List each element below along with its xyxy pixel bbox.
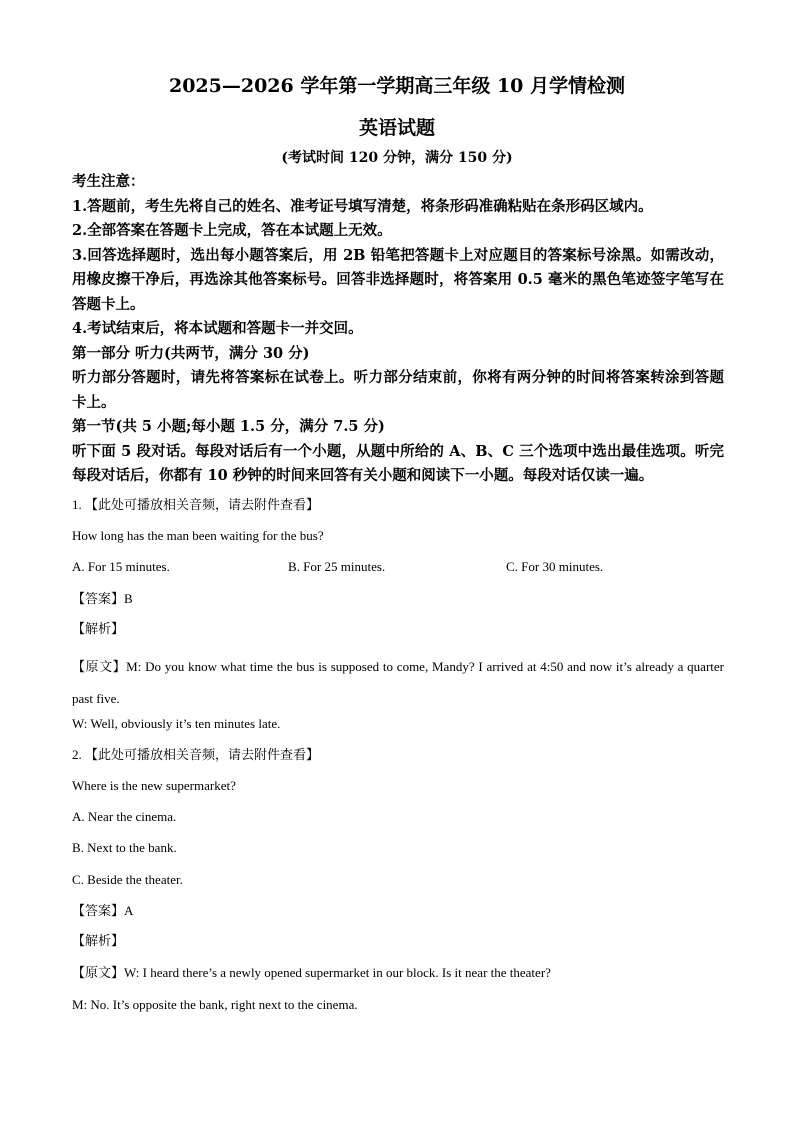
part1-title: 第一部分 听力(共两节，满分 30 分)	[72, 344, 310, 362]
notice-heading: 考生注意：	[72, 173, 145, 190]
question-1-transcript-reply: W: Well, obviously it’s ten minutes late.	[72, 716, 281, 731]
notice-item: 1.答题前，考生先将自己的姓名、准考证号填写清楚，将条形码准确粘贴在条形码区域内。	[72, 197, 653, 215]
transcript-line: W: I heard there’s a newly opened supermarket in our block. Is it near the theater?	[124, 965, 551, 980]
transcript-line: M: Do you know what time the bus is supposed to come, Mandy? I arrived at 4:50 and now it’s already a quarter past five.	[72, 659, 724, 706]
question-1-text: How long has the man been waiting for the bus?	[72, 528, 324, 543]
question-2-analysis-label: 【解析】	[72, 934, 125, 949]
answer-value: A	[124, 903, 134, 918]
exam-title: 2025—2026 学年第一学期高三年级 10 月学情检测	[168, 75, 626, 97]
question-1-analysis-label: 【解析】	[72, 622, 125, 637]
subject-title: 英语试题	[358, 117, 435, 139]
question-1-transcript	[72, 651, 724, 714]
question-2-answer	[72, 902, 724, 921]
notice-item: 4.考试结束后，将本试题和答题卡一并交回。	[72, 320, 363, 337]
answer-value: B	[124, 591, 133, 606]
question-number: 2.	[72, 747, 82, 762]
exam-info: (考试时间 120 分钟，满分 150 分)	[281, 150, 513, 166]
question-1-option-b: B. For 25 minutes.	[288, 559, 386, 574]
audio-note: 【此处可播放相关音频，请去附件查看】	[85, 498, 320, 513]
question-2-option-b: B. Next to the bank.	[72, 840, 177, 855]
exam-instructions	[72, 170, 724, 489]
question-2-audio-line	[72, 746, 724, 765]
question-2-option-c: C. Beside the theater.	[72, 872, 183, 887]
notice-item: 2.全部答案在答题卡上完成，答在本试题上无效。	[72, 222, 392, 239]
question-1-audio-line	[72, 496, 724, 515]
question-2-transcript-reply: M: No. It’s opposite the bank, right next to the cinema.	[72, 997, 358, 1012]
answer-label: 【答案】	[72, 592, 125, 607]
question-number: 1.	[72, 497, 82, 512]
answer-label: 【答案】	[72, 904, 125, 919]
question-2-text: Where is the new supermarket?	[72, 778, 236, 793]
audio-note: 【此处可播放相关音频，请去附件查看】	[85, 748, 320, 763]
question-2-transcript	[72, 964, 724, 983]
section1-description: 听下面 5 段对话。每段对话后有一个小题，从题中所给的 A、B、C 三个选项中选出最佳选项。听完每段对话后，你都有 10 秒钟的时间来回答有关小题和阅读下一小题。每段对话仅读一遍。	[72, 442, 724, 484]
question-1-option-c: C. For 30 minutes.	[506, 559, 604, 574]
transcript-label: 【原文】	[72, 660, 127, 675]
question-1-option-a: A. For 15 minutes.	[72, 559, 170, 574]
question-1-answer	[72, 590, 724, 609]
notice-item: 3.回答选择题时，选出每小题答案后，用 2B 铅笔把答题卡上对应题目的答案标号涂黑。如需改动，用橡皮擦干净后，再选涂其他答案标号。回答非选择题时，将答案用 0.5 毫米的黑色笔迹签字笔写在答题卡上。	[72, 246, 724, 313]
transcript-label: 【原文】	[72, 966, 125, 981]
section1-title: 第一节(共 5 小题;每小题 1.5 分，满分 7.5 分)	[72, 418, 385, 435]
question-2-option-a: A. Near the cinema.	[72, 809, 177, 824]
part1-description: 听力部分答题时，请先将答案标在试卷上。听力部分结束前，你将有两分钟的时间将答案转涂到答题卡上。	[72, 369, 724, 411]
